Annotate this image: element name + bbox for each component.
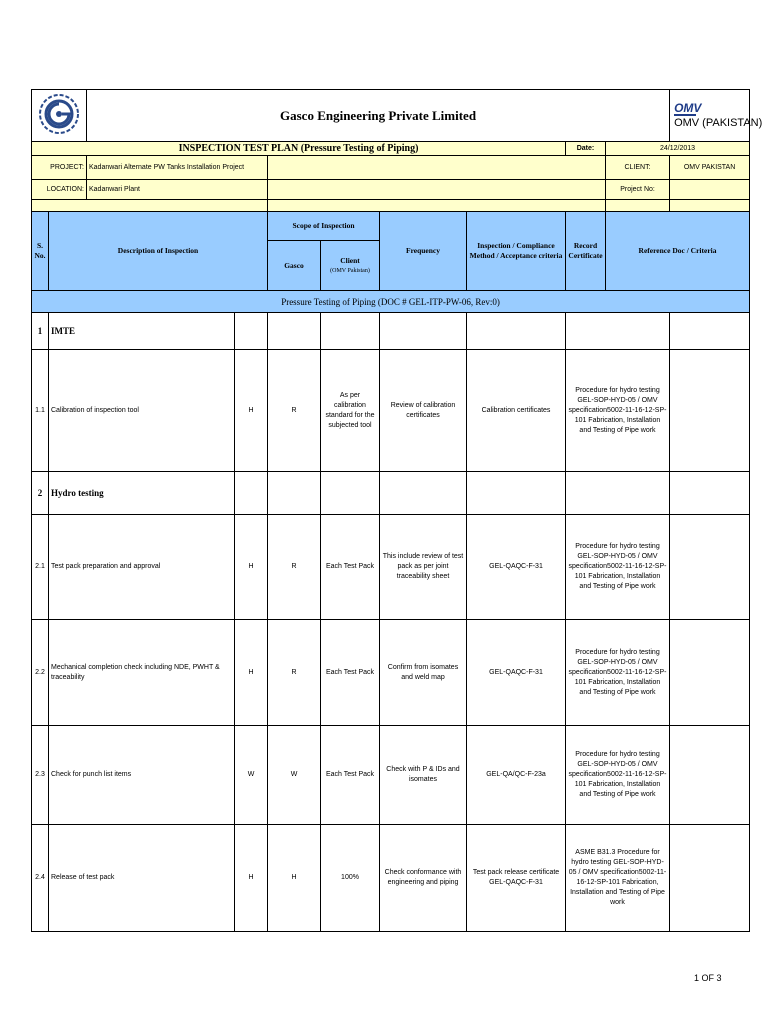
page-number: 1 OF 3 <box>694 973 722 983</box>
client-logo-cell <box>670 90 763 142</box>
location-value: Kadanwari Plant <box>87 180 268 200</box>
group-row: 1 IMTE <box>32 313 750 350</box>
project-label: PROJECT: <box>32 156 87 180</box>
col-record: Record Certificate <box>566 212 606 291</box>
col-description: Description of Inspection <box>49 212 268 291</box>
table-row: 1.1 Calibration of inspection tool H R As per calibration standard for the subjected tool Review of calibration certificates Calibration certificates Procedure for hydro testing GEL-SOP-HYD-05 / OMV specification5002-11-16-12-SP-101 Fabrication, Installation and Testing of Pipe work <box>32 350 750 472</box>
itp-body <box>31 312 750 932</box>
project-value: Kadanwari Alternate PW Tanks Installation Project <box>87 156 268 180</box>
col-sno: S. No. <box>32 212 49 291</box>
company-logo-cell <box>32 90 87 142</box>
table-row: 2.2 Mechanical completion check including NDE, PWHT & traceability H R Each Test Pack Confirm from isomates and weld map GEL-QAQC-F-31 Procedure for hydro testing GEL-SOP-HYD-05 / OMV specification5002-11-16-12-SP-101 Fabrication, Installation and Testing of Pipe work <box>32 620 750 726</box>
client-label: CLIENT: <box>606 156 670 180</box>
group-row: 2 Hydro testing <box>32 472 750 515</box>
col-scope: Scope of Inspection <box>268 212 380 241</box>
date-value: 24/12/2013 <box>606 142 750 156</box>
company-name: Gasco Engineering Private Limited <box>87 90 670 142</box>
col-client: Client (OMV Pakistan) <box>321 241 380 291</box>
col-frequency: Frequency <box>380 212 467 291</box>
col-gasco: Gasco <box>268 241 321 291</box>
table-row: 2.3 Check for punch list items W W Each Test Pack Check with P & IDs and isomates GEL-QA/QC-F-23a Procedure for hydro testing GEL-SOP-HYD-05 / OMV specification5002-11-16-12-SP-101 Fabrication, Installation and Testing of Pipe work <box>32 726 750 825</box>
location-label: LOCATION: <box>32 180 87 200</box>
omv-logo-icon: OMV OMV (PAKISTAN) <box>674 100 763 129</box>
col-reference: Reference Doc / Criteria <box>606 212 750 291</box>
table-row: 2.4 Release of test pack H H 100% Check conformance with engineering and piping Test pack release certificate GEL-QAQC-F-31 ASME B31.3 Procedure for hydro testing GEL-SOP-HYD-05 / OMV specification5002-11-16-12-SP-101 Fabrication, Installation and Testing of Pipe work <box>32 825 750 932</box>
plan-title: INSPECTION TEST PLAN (Pressure Testing of Piping) <box>32 142 566 156</box>
section-title: Pressure Testing of Piping (DOC # GEL-ITP-PW-06, Rev:0) <box>32 291 750 313</box>
itp-sheet <box>31 89 763 932</box>
col-method: Inspection / Compliance Method / Acceptance criteria <box>467 212 566 291</box>
table-row: 2.1 Test pack preparation and approval H R Each Test Pack This include review of test pack as per joint traceability sheet GEL-QAQC-F-31 Procedure for hydro testing GEL-SOP-HYD-05 / OMV specification5002-11-16-12-SP-101 Fabrication, Installation and Testing of Pipe work <box>32 515 750 620</box>
client-value: OMV PAKISTAN <box>670 156 750 180</box>
project-no-value <box>670 180 750 200</box>
gasco-logo-icon <box>37 92 81 136</box>
project-no-label: Project No: <box>606 180 670 200</box>
itp-table <box>31 89 763 313</box>
date-label: Date: <box>566 142 606 156</box>
